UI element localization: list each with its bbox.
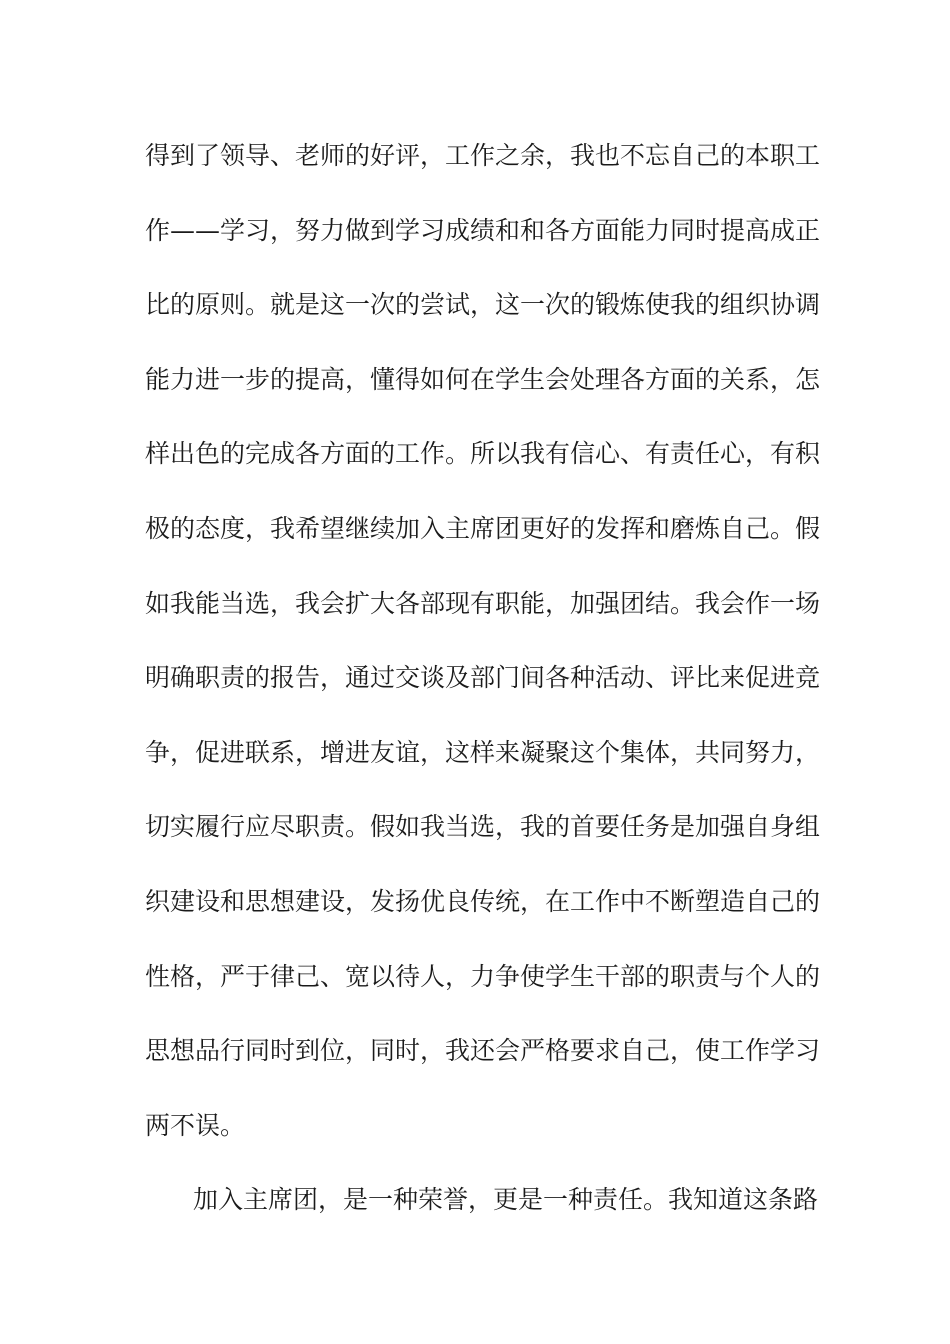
text-line: 争，促进联系，增进友谊，这样来凝聚这个集体，共同努力， bbox=[145, 737, 821, 767]
text-line: 性格，严于律己、宽以待人，力争使学生干部的职责与个人的 bbox=[145, 961, 821, 991]
text-line: 切实履行应尽职责。假如我当选，我的首要任务是加强自身组 bbox=[145, 812, 821, 842]
text-line: 明确职责的报告，通过交谈及部门间各种活动、评比来促进竞 bbox=[145, 663, 821, 693]
text-line: 得到了领导、老师的好评，工作之余，我也不忘自己的本职工 bbox=[145, 141, 821, 170]
text-line: 极的态度，我希望继续加入主席团更好的发挥和磨炼自己。假 bbox=[145, 513, 821, 543]
text-line: 作——学习，努力做到学习成绩和和各方面能力同时提高成正 bbox=[145, 215, 821, 245]
text-line: 能力进一步的提高，懂得如何在学生会处理各方面的关系，怎 bbox=[145, 364, 821, 394]
body-text bbox=[145, 130, 821, 1249]
text-line: 如我能当选，我会扩大各部现有职能，加强团结。我会作一场 bbox=[145, 588, 821, 618]
text-line: 织建设和思想建设，发扬优良传统，在工作中不断塑造自己的 bbox=[145, 886, 821, 916]
text-line: 两不误。 bbox=[145, 1110, 246, 1140]
paragraph-start-line: 加入主席团，是一种荣誉，更是一种责任。我知道这条路 bbox=[193, 1185, 819, 1215]
text-line: 样出色的完成各方面的工作。所以我有信心、有责任心，有积 bbox=[145, 439, 821, 469]
text-line: 思想品行同时到位，同时，我还会严格要求自己，使工作学习 bbox=[145, 1036, 821, 1066]
text-line: 比的原则。就是这一次的尝试，这一次的锻炼使我的组织协调 bbox=[145, 290, 821, 320]
